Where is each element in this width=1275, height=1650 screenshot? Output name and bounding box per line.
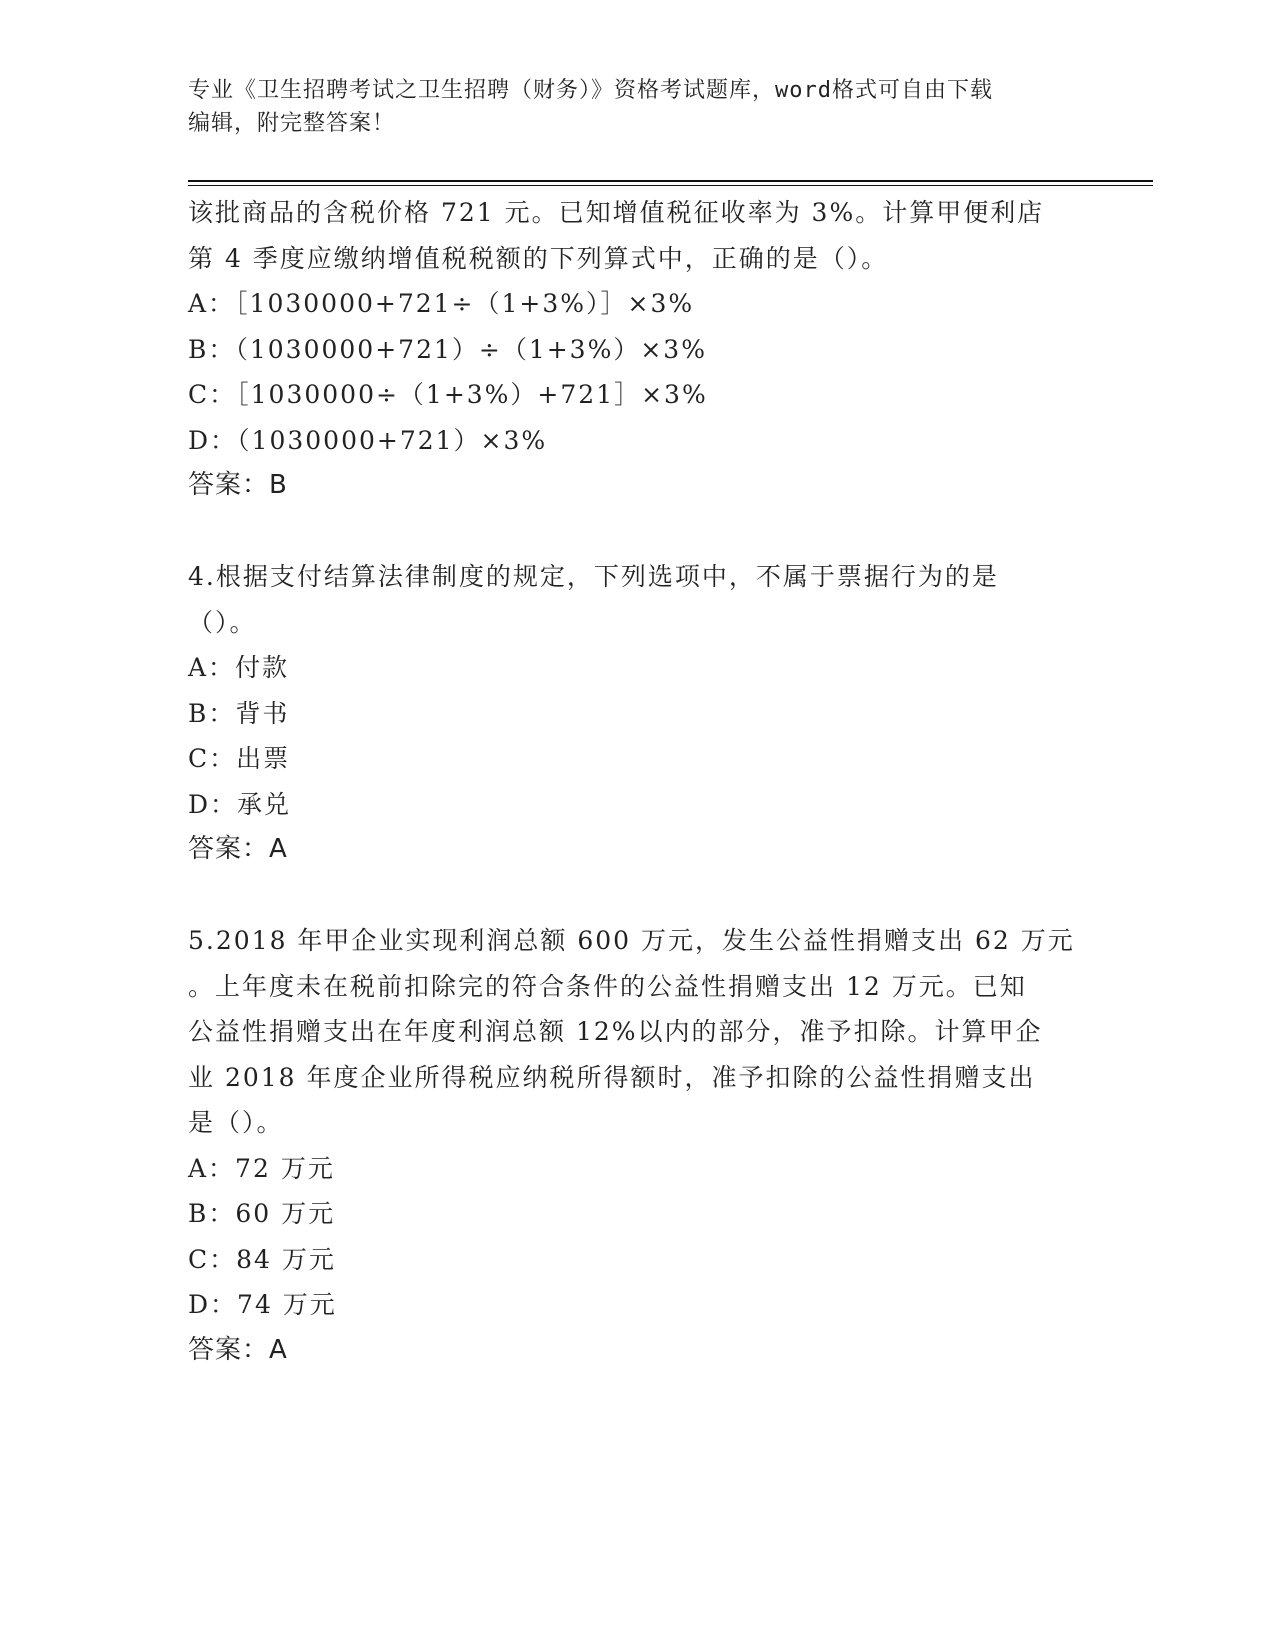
document-header	[188, 74, 1088, 140]
option-c: C：［1030000÷（1+3%）+721］×3%	[188, 380, 708, 409]
header-divider-thick	[188, 180, 1153, 182]
question-4	[188, 554, 1088, 873]
question-5	[188, 918, 1088, 1373]
option-c: C：84 万元	[188, 1244, 336, 1274]
spacer	[188, 873, 1088, 919]
option-d: D：74 万元	[188, 1290, 337, 1319]
question-stem-line: （）。	[188, 607, 257, 637]
option-a: A：72 万元	[188, 1153, 335, 1183]
question-3	[188, 190, 1088, 509]
option-b: B：60 万元	[188, 1199, 336, 1228]
option-b: B：（1030000+721）÷（1+3%）×3%	[188, 334, 707, 364]
option-c: C：出票	[188, 744, 291, 773]
spacer	[188, 509, 1088, 555]
header-line-1: 专业《卫生招聘考试之卫生招聘（财务）》资格考试题库，word格式可自由下载	[188, 78, 993, 103]
option-a: A：付款	[188, 653, 290, 682]
question-stem-line: 。上年度未在税前扣除完的符合条件的公益性捐赠支出 12 万元。已知	[188, 971, 1027, 1001]
question-list	[188, 190, 1088, 1373]
answer: 答案：A	[188, 834, 288, 864]
question-stem-line: 公益性捐赠支出在年度利润总额 12%以内的部分，准予扣除。计算甲企	[188, 1017, 1043, 1046]
question-stem-line: 该批商品的含税价格 721 元。已知增值税征收率为 3%。计算甲便利店	[188, 198, 1045, 227]
option-a: A：［1030000+721÷（1+3%）］×3%	[188, 289, 695, 318]
answer: 答案：B	[188, 470, 288, 500]
option-b: B：背书	[188, 698, 290, 728]
option-d: D：（1030000+721）×3%	[188, 425, 548, 455]
question-stem-line: 4.根据支付结算法律制度的规定，下列选项中，不属于票据行为的是	[188, 562, 999, 591]
question-stem-line: 业 2018 年度企业所得税应纳税所得额时，准予扣除的公益性捐赠支出	[188, 1062, 1036, 1092]
question-stem-line: 是（）。	[188, 1108, 284, 1137]
question-stem-line: 5.2018 年甲企业实现利润总额 600 万元，发生公益性捐赠支出 62 万元	[188, 926, 1075, 955]
answer: 答案：A	[188, 1334, 288, 1365]
header-divider-thin	[188, 185, 1153, 186]
header-line-2: 编辑，附完整答案！	[188, 111, 396, 136]
question-stem-line: 第 4 季度应缴纳增值税税额的下列算式中，正确的是（）。	[188, 243, 889, 273]
option-d: D：承兑	[188, 789, 292, 819]
